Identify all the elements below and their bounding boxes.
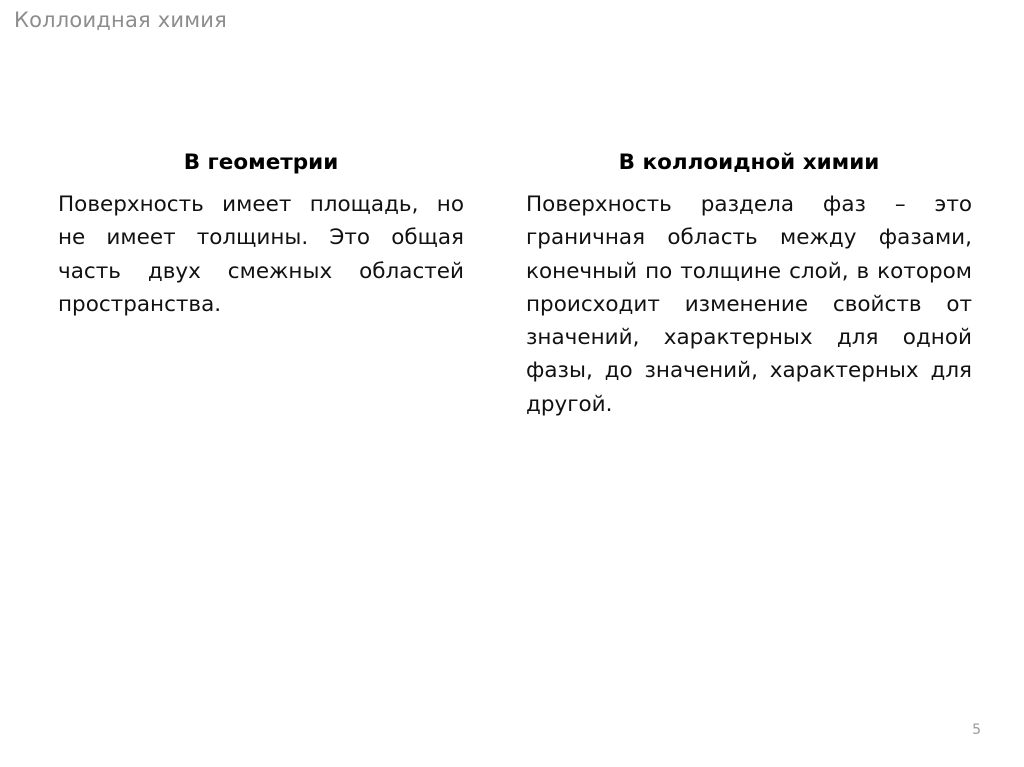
two-column-content [0, 150, 1024, 421]
column-geometry-title: В геометрии [183, 150, 339, 175]
page-number: 5 [972, 722, 981, 738]
slide-header-title: Коллоидная химия [14, 8, 227, 32]
column-geometry-body: Поверхность имеет площадь, но не имеет толщины. Это общая часть двух смежных областей пространства. [58, 191, 464, 317]
column-colloid-chemistry [512, 150, 1024, 421]
column-geometry [0, 150, 512, 321]
column-colloid-chemistry-body: Поверхность раздела фаз – это граничная область между фазами, конечный по толщине слой, в котором происходит изменение свойств от значений, характерных для одной фазы, до значений, характерных для другой. [526, 191, 972, 417]
column-colloid-chemistry-title: В коллоидной химии [618, 150, 880, 175]
